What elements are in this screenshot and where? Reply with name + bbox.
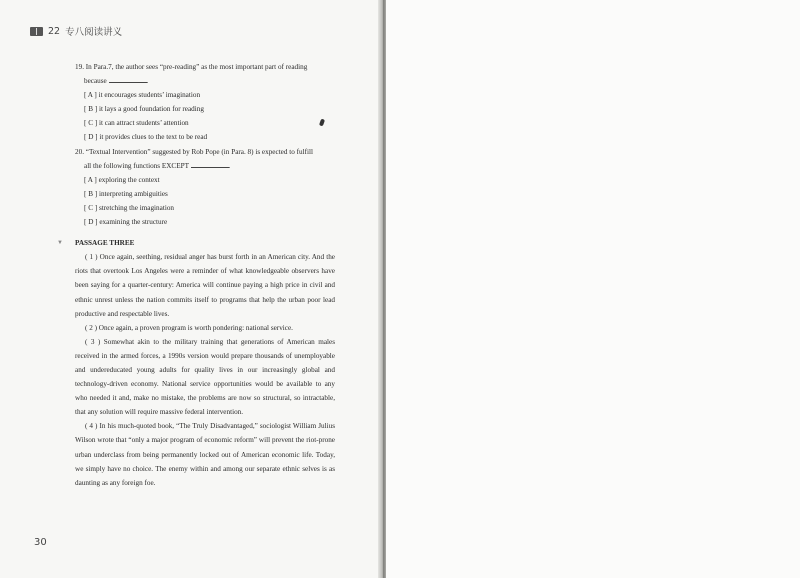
question-19-option-a: [ A ] it encourages students’ imagination xyxy=(84,91,201,100)
passage-paragraph-1: ( 1 ) Once again, seething, residual anger has burst forth in an American city. And the riots that overtook Los Angeles were a reminder of what knowledgeable observers have been saying for a quarter-century: America will continue paying a high price in civil and ethnic unrest unless the nation commits itself to programs that help the urban poor lead productive and respectable lives. xyxy=(75,253,335,318)
question-19-stem-post: . xyxy=(146,77,149,86)
question-19-option-b: [ B ] it lays a good foundation for reading xyxy=(84,105,204,114)
question-19-option-d: [ D ] it provides clues to the text to be read xyxy=(84,133,208,142)
question-19-stem-pre: because xyxy=(84,77,107,86)
question-20-option-b: [ B ] interpreting ambiguities xyxy=(84,189,168,198)
question-20-stem-cont xyxy=(75,159,335,173)
question-19-stem-cont xyxy=(75,74,335,88)
running-header xyxy=(30,24,122,38)
passage-paragraph-2: ( 2 ) Once again, a proven program is worth pondering: national service. xyxy=(85,323,293,332)
question-20-stem-pre: all the following functions EXCEPT xyxy=(84,161,189,170)
question-19-stem: 19. In Para.7, the author sees “pre-reading” as the most important part of reading xyxy=(75,63,308,71)
page-number: 30 xyxy=(34,537,47,548)
header-number: 22 xyxy=(48,25,61,37)
question-20-option-d: [ D ] examining the structure xyxy=(84,218,168,227)
question-20-stem: 20. “Textual Intervention” suggested by Rob Pope (in Para. 8) is expected to fulfill xyxy=(75,147,314,156)
question-20-option-c: [ C ] stretching the imagination xyxy=(84,203,175,212)
question-20-option-a: [ A ] exploring the context xyxy=(84,175,160,184)
book-icon xyxy=(30,27,43,36)
right-page-blank xyxy=(386,0,800,578)
answer-blank xyxy=(191,161,229,168)
passage-paragraph-3: ( 3 ) Somewhat akin to the military training that generations of American males received in the armed forces, a 1990s version would prepare thousands of unemployable and undereducated young adults for quality lives in our increasingly global and technology-driven economy. National service opportunities would be available to any who needed it and, make no mistake, the problems are now so structural, so intractable, that any solution will require massive federal intervention. xyxy=(75,337,335,417)
passage-title: PASSAGE THREE xyxy=(75,239,135,248)
passage-paragraph-4: ( 4 ) In his much-quoted book, “The Truly Disadvantaged,” sociologist William Julius Wilson wrote that “only a major program of economic reform” will prevent the riot-prone urban underclass from being permanently locked out of American economic life. Today, we simply have no choice. The enemy within and among our separate ethnic selves is as daunting as any foreign foe. xyxy=(75,422,335,487)
page-content xyxy=(75,60,335,490)
margin-mark: ▼ xyxy=(57,240,63,246)
question-19-option-c: [ C ] it can attract students’ attention xyxy=(84,119,189,128)
answer-blank xyxy=(109,76,149,86)
question-20-stem-post: . xyxy=(228,161,231,170)
header-title: 专八阅读讲义 xyxy=(65,27,123,38)
